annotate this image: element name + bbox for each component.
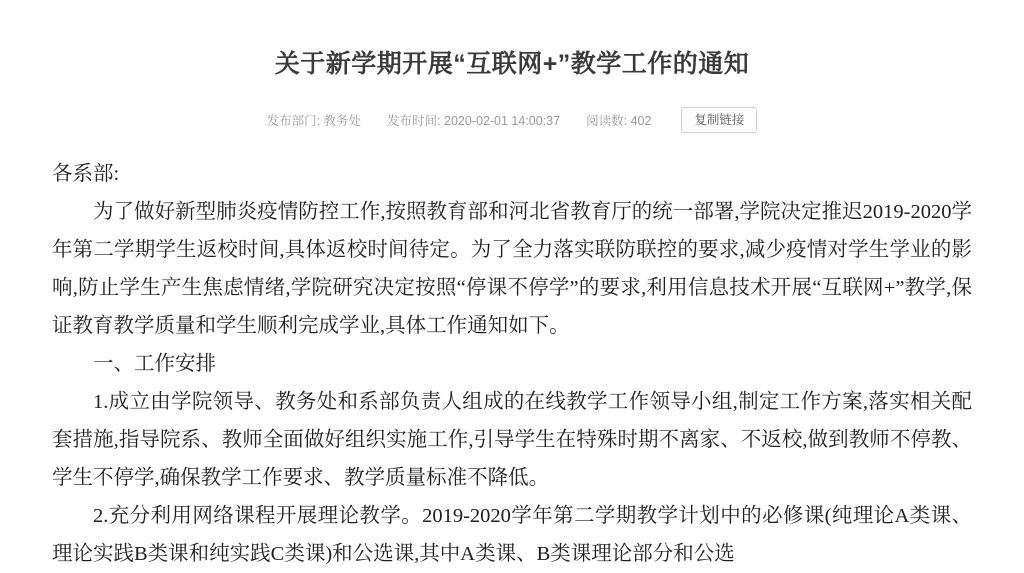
article-header bbox=[0, 0, 1024, 133]
body-paragraph-section-heading: 一、工作安排 bbox=[93, 353, 216, 375]
body-paragraph-item-1: 1.成立由学院领导、教务处和系部负责人组成的在线教学工作领导小组,制定工作方案,落实相关配套措施,指导院系、教师全面做好组织实施工作,引导学生在特殊时期不离家、不返校,做到教师不停教、学生不停学,确保教学工作要求、教学质量标准不降低。 bbox=[52, 391, 972, 489]
meta-department-label: 发布部门: bbox=[266, 113, 321, 128]
meta-views-value: 402 bbox=[630, 113, 652, 128]
meta-views bbox=[586, 111, 651, 129]
meta-views-label: 阅读数: bbox=[586, 113, 628, 128]
meta-department-value: 教务处 bbox=[323, 113, 362, 128]
body-paragraph-intro: 为了做好新型肺炎疫情防控工作,按照教育部和河北省教育厅的统一部署,学院决定推迟2019-2020学年第二学期学生返校时间,具体返校时间待定。为了全力落实联防联控的要求,减少疫情对学生学业的影响,防止学生产生焦虑情绪,学院研究决定按照“停课不停学”的要求,利用信息技术开展“互联网+”教学,保证教育教学质量和学生顺利完成学业,具体工作通知如下。 bbox=[52, 201, 972, 337]
page-title: 关于新学期开展“互联网+”教学工作的通知 bbox=[274, 50, 750, 78]
article-body bbox=[0, 155, 1024, 573]
meta-publish-time-label: 发布时间: bbox=[387, 113, 441, 128]
meta-publish-time-value: 2020-02-01 14:00:37 bbox=[444, 113, 561, 128]
meta-department bbox=[267, 111, 361, 129]
meta-publish-time bbox=[387, 111, 560, 129]
body-paragraph-item-2: 2.充分利用网络课程开展理论教学。2019-2020学年第二学期教学计划中的必修课(纯理论A类课、理论实践B类课和纯实践C类课)和公选课,其中A类课、B类课理论部分和公选 bbox=[52, 505, 972, 565]
article-meta bbox=[0, 107, 1024, 134]
copy-link-button[interactable]: 复制链接 bbox=[681, 107, 757, 134]
body-paragraph-salutation: 各系部: bbox=[52, 163, 120, 185]
